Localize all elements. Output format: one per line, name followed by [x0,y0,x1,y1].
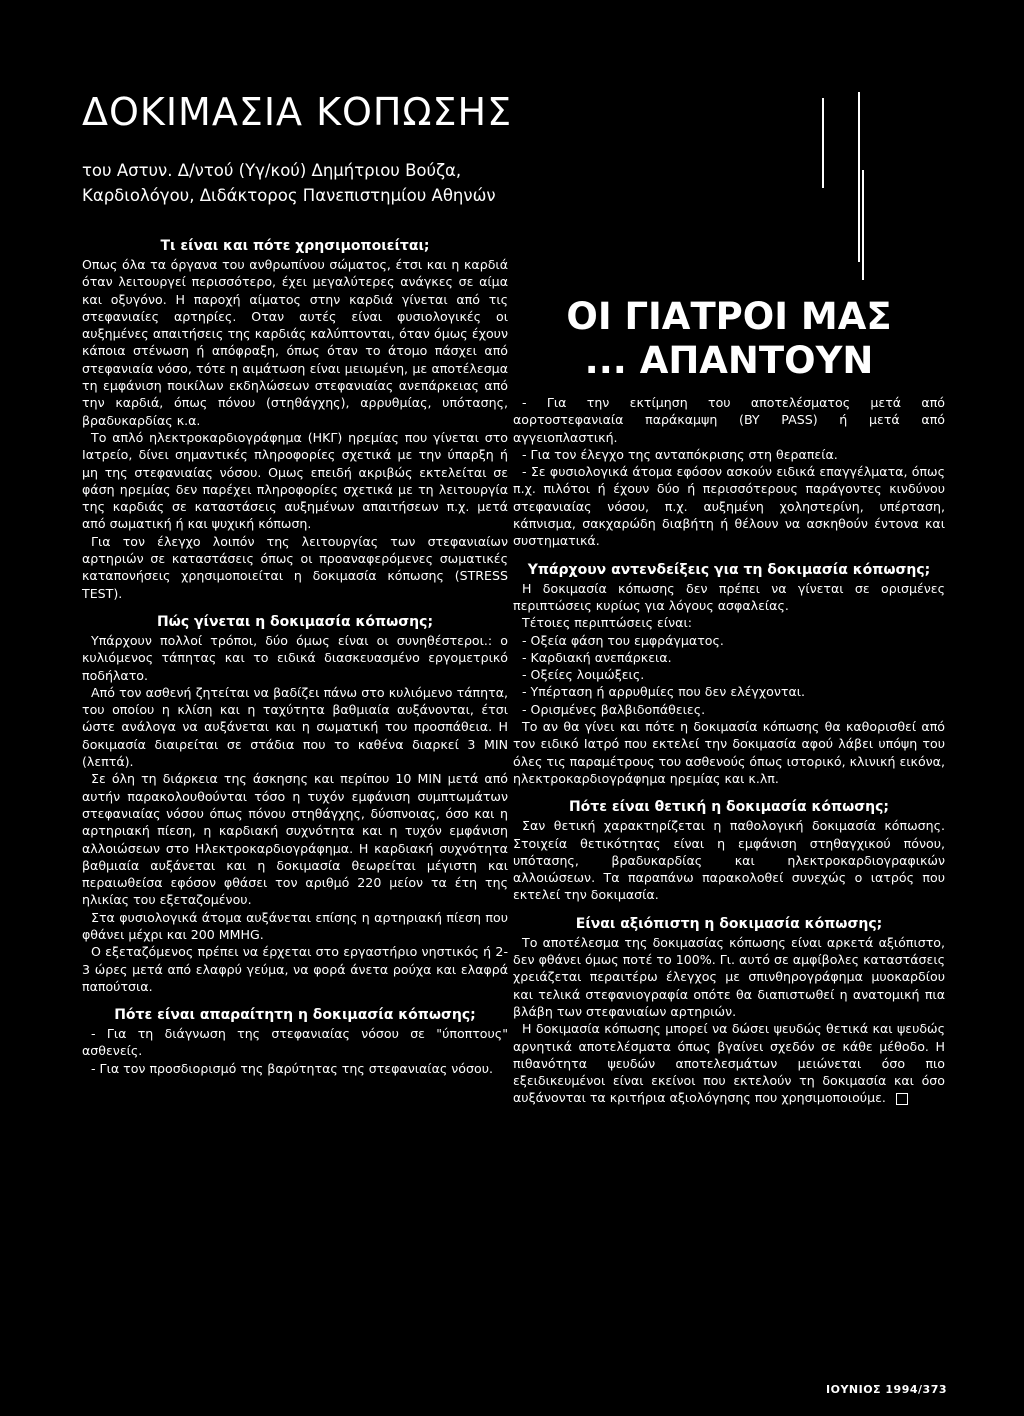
list-item: - Οξεία φάση του εμφράγματος. [522,632,724,648]
article-title: ΔΟΚΙΜΑΣΙΑ ΚΟΠΩΣΗΣ [82,90,513,134]
paragraph: Το αποτέλεσμα της δοκιμασίας κόπωσης είναι αρκετά αξιόπιστο, δεν φθάνει όμως ποτέ το 100%. Γι. αυτό σε αμφίβολες καταστάσεις χρειάζεται περαιτέρω έλεγχος με σπινθηρογράφημα μυοκαρδίου και τελικά στεφανιογραφία οπότε θα διαπιστωθεί η ανατομική πια βλάβη των στεφανιαίων αρτηριών. [513,934,945,1019]
column-headline-line-1: ΟΙ ΓΙΑΤΡΟΙ ΜΑΣ [566,295,892,338]
right-column [513,394,945,1107]
paragraph [513,1020,945,1106]
paragraph: Η δοκιμασία κόπωσης δεν πρέπει να γίνεται σε ορισμένες περιπτώσεις κυρίως για λόγους ασφαλείας. [513,580,945,613]
end-mark-icon [896,1093,908,1105]
paragraph-text: Η δοκιμασία κόπωσης μπορεί να δώσει ψευδώς θετικά και ψευδώς αρνητικά αποτελέσματα όπως βγαίνει σχεδόν σε κάθε μέθοδο. Η πιθανότητα ψευδών αποτελεσμάτων μειώνεται όσο πιο εξειδικευμένοι είναι εκείνοι που εκτελούν τη δοκιμασία και όσο αυξάνονται τα κριτήρια αξιολόγησης που χρησιμοποιούμε. [513,1021,945,1106]
list-item: - Οξείες λοιμώξεις. [522,667,645,683]
author-byline [82,158,522,208]
decorative-rule-3 [862,170,864,280]
section-heading: Τι είναι και πότε χρησιμοποιείται; [160,238,430,254]
paragraph: Από τον ασθενή ζητείται να βαδίζει πάνω στο κυλιόμενο τάπητα, του οποίου η κλίση και η ταχύτητα βαθμιαία αυξάνονται, έτσι ώστε ανάλογα να αυξάνεται και η σωματική του προσπάθεια. Η δοκιμασία διαιρείται σε στάδια που το καθένα διαρκεί 3 MIN (λεπτά). [82,684,508,770]
author-line-2: Καρδιολόγου, Διδάκτορος Πανεπιστημίου Αθηνών [82,186,496,205]
decorative-rule-1 [822,98,824,188]
column-headline-line-2: ... ΑΠΑΝΤΟΥΝ [584,339,874,382]
paragraph: Σε όλη τη διάρκεια της άσκησης και περίπου 10 MIN μετά από αυτήν παρακολουθούνται τόσο η τυχόν εμφάνιση συμπτωμάτων στεφανιαίας νόσου όπως πόνου στηθάγχης, δύσπνοιας, όσο και η αρτηριακή πίεση, η καρδιακή συχνότητα και η τυχόν εμφάνιση αλλοιώσεων στο Ηλεκτροκαρδιογράφημα. Η καρδιακή συχνότητα βαθμιαία αυξάνεται και η δοκιμασία θεωρείται μέγιστη και περαιωθείσα εφόσον φθάσει τον αριθμό 220 μείον τα έτη της ηλικίας του εξεταζομένου. [82,771,508,908]
list-item: - Για τον έλεγχο της ανταπόκρισης στη θεραπεία. [522,446,838,462]
list-item: - Καρδιακή ανεπάρκεια. [522,649,672,665]
section-heading: Είναι αξιόπιστη η δοκιμασία κόπωσης; [575,915,883,932]
left-column [82,236,508,1077]
section-heading: Πώς γίνεται η δοκιμασία κόπωσης; [156,613,434,630]
paragraph: Τέτοιες περιπτώσεις είναι: [522,615,692,631]
paragraph: Το αν θα γίνει και πότε η δοκιμασία κόπωσης θα καθορισθεί από τον ειδικό Ιατρό που εκτελεί την δοκιμασία αφού λάβει υπόψη του όλες τις παραμέτρους του ασθενούς όπως ιστορικό, κλινική εικόνα, ηλεκτροκαρδιογράφημα ηρεμίας και κ.λπ. [513,719,945,786]
page-footer: ΙΟΥΝΙΟΣ 1994/373 [826,1383,947,1396]
paragraph: Για τον έλεγχο λοιπόν της λειτουργίας των στεφανιαίων αρτηριών σε καταστάσεις όπως οι προαναφερόμενες σωματικές καταπονήσεις χρησιμοποιείται η δοκιμασία κόπωσης (STRESS TEST). [82,533,508,601]
list-item: - Για την εκτίμηση του αποτελέσματος μετά από αορτοστεφανιαία παράκαμψη (BY PASS) ή μετά από αγγειοπλαστική. [513,395,945,445]
list-item: - Για τον προσδιορισμό της βαρύτητας της στεφανιαίας νόσου. [91,1060,493,1076]
author-line-1: του Αστυν. Δ/ντού (Υγ/κού) Δημήτριου Βούζα, [82,161,462,180]
paragraph: Στα φυσιολογικά άτομα αυξάνεται επίσης η αρτηριακή πίεση που φθάνει μέχρι και 200 MMHG. [82,909,508,942]
section-heading: Υπάρχουν αντενδείξεις για τη δοκιμασία κόπωσης; [527,561,931,578]
list-item: - Ορισμένες βαλβιδοπάθειες. [522,701,706,717]
paragraph: Ο εξεταζόμενος πρέπει να έρχεται στο εργαστήριο νηστικός ή 2-3 ώρες μετά από ελαφρύ γεύμα, να φορά άνετα ρούχα και ελαφρά παπούτσια. [82,944,508,994]
paragraph: Σαν θετική χαρακτηρίζεται η παθολογική δοκιμασία κόπωσης. Στοιχεία θετικότητας είναι η εμφάνιση στηθαγχικού πόνου, υπότασης, βραδυκαρδίας και ηλεκτροκαρδιογραφικών αλλοιώσεων. Τα παραπάνω παρακολοθεί συνεχώς ο ιατρός που εκτελεί την δοκιμασία. [513,818,945,903]
paragraph: Υπάρχουν πολλοί τρόποι, δύο όμως είναι οι συνηθέστεροι.: ο κυλιόμενος τάπητας και το ειδικά διασκευασμένο εργομετρικό ποδήλατο. [82,632,508,683]
section-heading: Πότε είναι απαραίτητη η δοκιμασία κόπωσης; [114,1007,476,1024]
list-item: - Σε φυσιολογικά άτομα εφόσον ασκούν ειδικά επαγγέλματα, όπως π.χ. πιλότοι ή έχουν δύο ή περισσότερους παράγοντες κινδύνου στεφανιαίας νόσου, π.χ. αυξημένη χοληστερίνη, υπέρταση, κάπνισμα, σακχαρώδη διαβήτη ή θέλουν να ασκηθούν έντονα και συστηματικά. [513,464,945,549]
section-heading: Πότε είναι θετική η δοκιμασία κόπωσης; [568,799,890,816]
decorative-rule-2 [858,92,860,262]
list-item: - Για τη διάγνωση της στεφανιαίας νόσου σε "ύποπτους" ασθενείς. [82,1026,508,1059]
list-item: - Υπέρταση ή αρρυθμίες που δεν ελέγχονται. [522,684,806,700]
paragraph: Το απλό ηλεκτροκαρδιογράφημα (ΗΚΓ) ηρεμίας που γίνεται στο Ιατρείο, δίνει σημαντικές πληροφορίες σχετικά με την ύπαρξη ή μη της στεφανιαίας νόσου. Ομως επειδή ακριβώς εκτελείται σε φάση ηρεμίας δεν παρέχει πληροφορίες σχετικά με τη λειτουργία της καρδιάς σε καταστάσεις αυξημένων απαιτήσεων π.χ. μετά από σωματική ή και ψυχική κόπωση. [82,429,508,532]
paragraph: Οπως όλα τα όργανα του ανθρωπίνου σώματος, έτσι και η καρδιά όταν λειτουργεί περισσότερο, έχει μεγαλύτερες ανάγκες σε αίμα και οξυγόνο. Η παροχή αίματος στην καρδιά γίνεται από τις στεφανιαίες αρτηρίες. Οταν αυτές είναι φυσιολογικές οι αυξημένες απαιτήσεις της καρδιάς καλύπτονται, όταν όμως έχουν κάποια στένωση ή απόφραξη, όπως όταν το άτομο πάσχει από στεφανιαία νόσο, τότε η αιμάτωση είναι μειωμένη, με αποτέλεσμα τη εμφάνιση ποικίλων εκδηλώσεων στεφανιαίας ανεπάρκειας από την καρδιά, όπως πόνου (στηθάγχης), αρρυθμίας, υπότασης, βραδυκαρδίας κ.α. [82,257,508,428]
